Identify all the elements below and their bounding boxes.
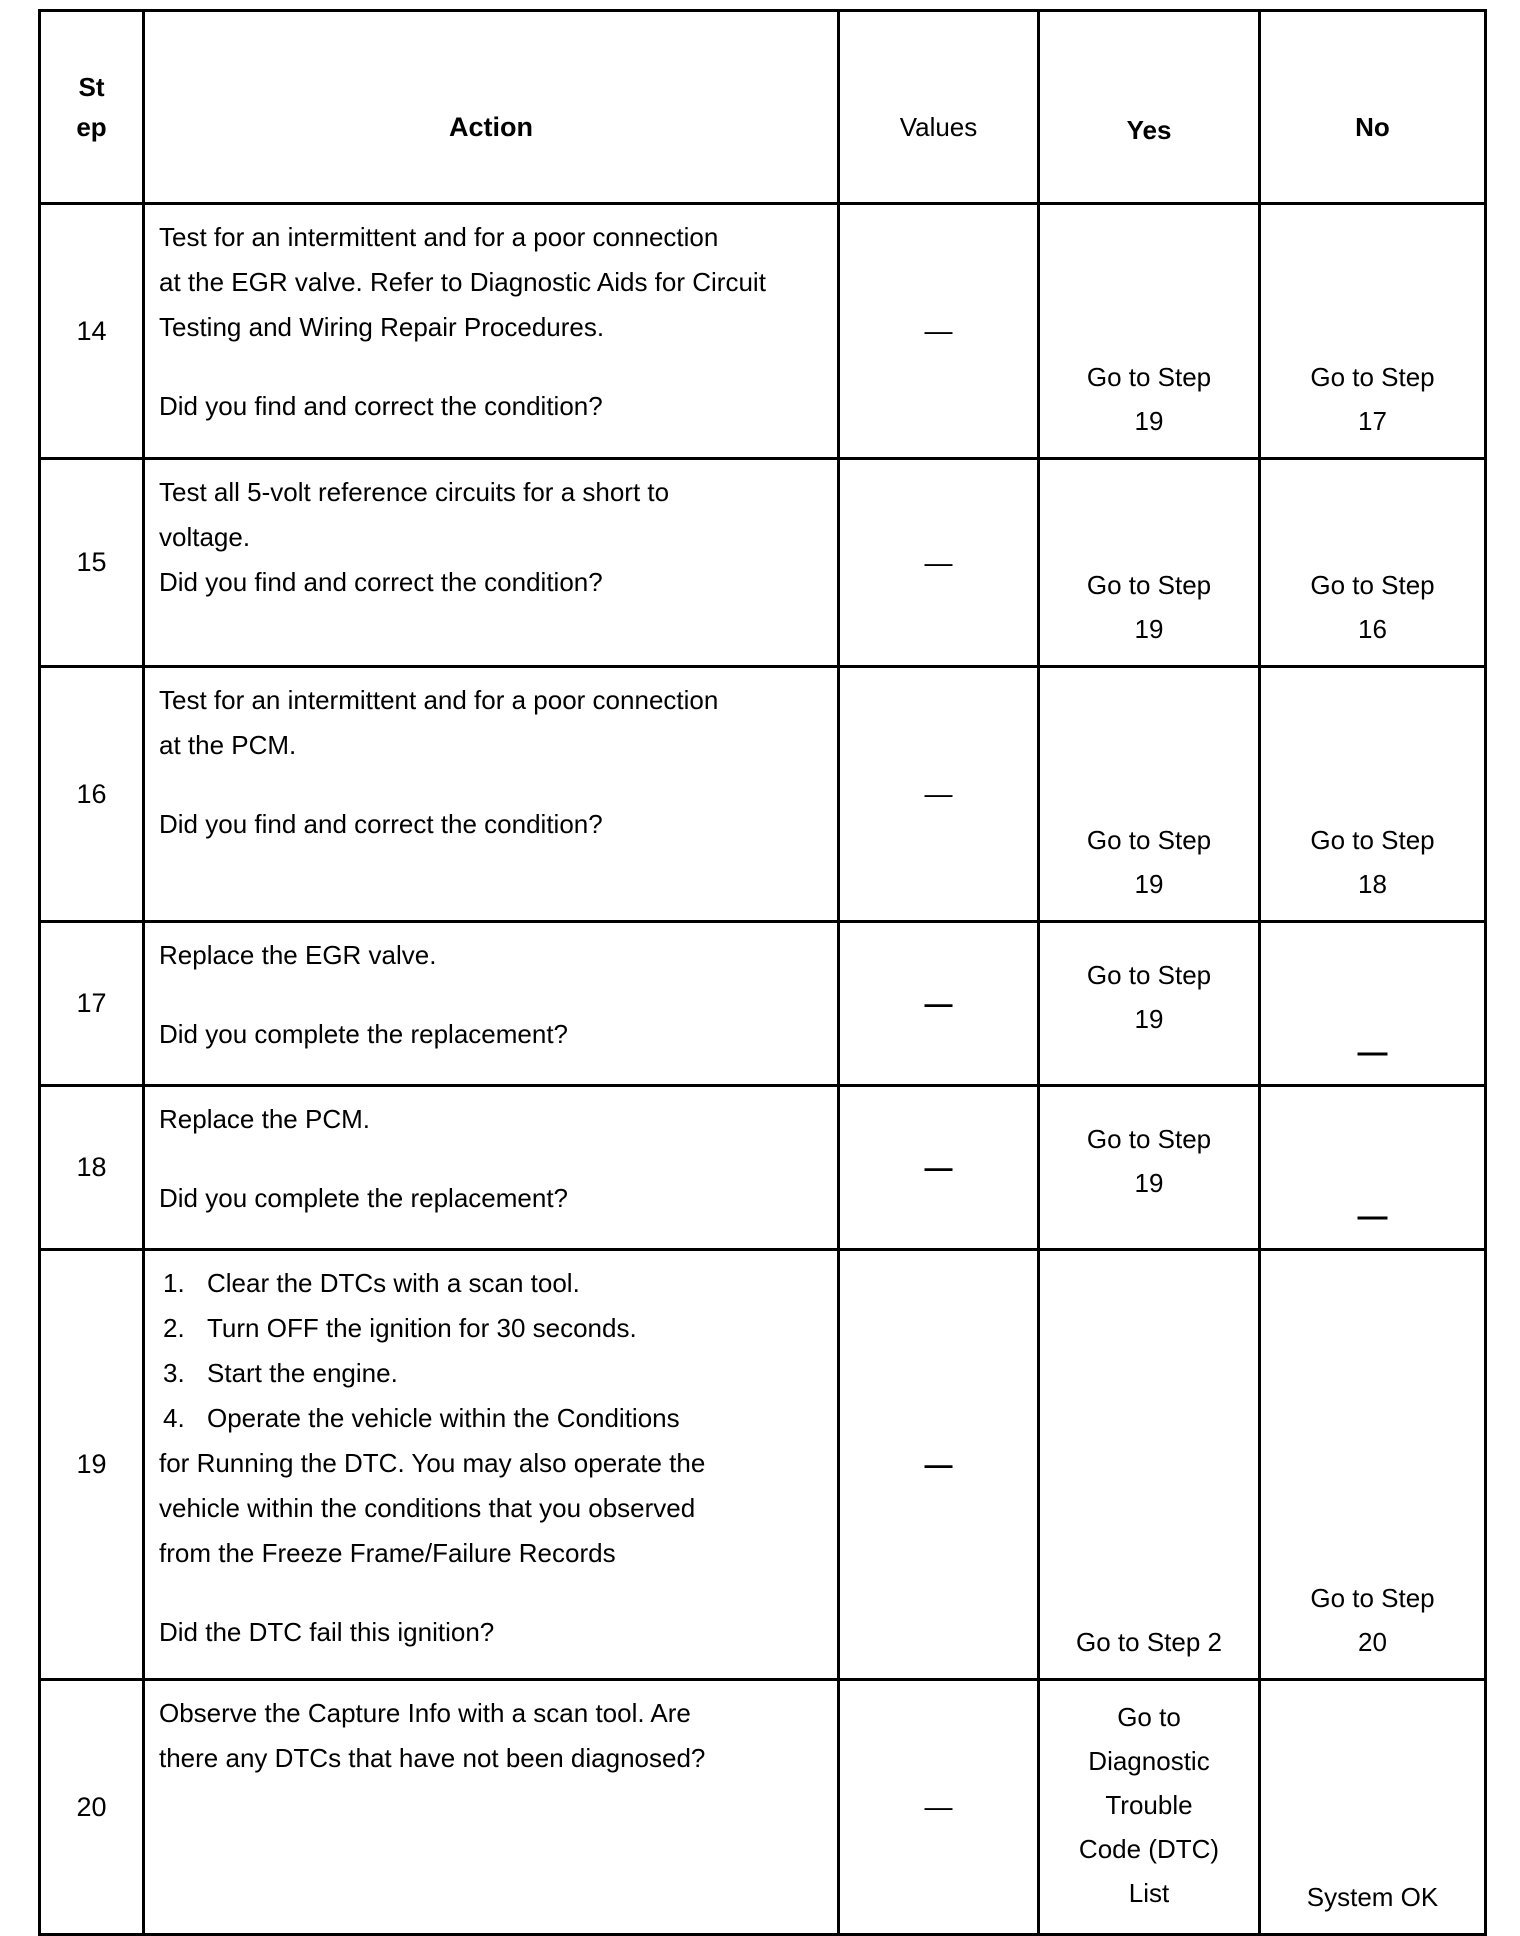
action-question: Did you find and correct the condition?: [159, 567, 603, 597]
table-row: [40, 922, 1486, 1086]
step-number: 15: [40, 459, 144, 667]
step-number: 14: [40, 204, 144, 459]
yes-cell: Go to Step 2: [1039, 1250, 1260, 1680]
action-cell: Test all 5-volt reference circuits for a short to voltage. Did you find and correct the condition?: [144, 459, 839, 667]
action-cell: Observe the Capture Info with a scan tool. Are there any DTCs that have not been diagnosed?: [144, 1680, 839, 1935]
list-item: 4. Operate the vehicle within the Conditions: [163, 1403, 680, 1433]
step-number: 20: [40, 1680, 144, 1935]
step-number: 16: [40, 667, 144, 922]
values-cell: —: [839, 204, 1039, 459]
values-cell: —: [839, 1086, 1039, 1250]
table-row: [40, 459, 1486, 667]
no-cell: Go to Step 16: [1260, 459, 1486, 667]
values-cell: —: [839, 1680, 1039, 1935]
table-row: [40, 1086, 1486, 1250]
header-row: [40, 11, 1486, 204]
action-cell: 1. Clear the DTCs with a scan tool. 2. Turn OFF the ignition for 30 seconds. 3. Start the engine. 4. Operate the vehicle within the Conditions for Running the DTC. You may also operate the vehicle within the conditions that you observed from the Freeze Frame/Failure Records Did the DTC fail this ignition?: [144, 1250, 839, 1680]
header-values: Values: [839, 11, 1039, 204]
diagnostic-steps-table: [38, 9, 1487, 1936]
header-step: St ep: [40, 11, 144, 204]
action-cell: Test for an intermittent and for a poor connection at the EGR valve. Refer to Diagnostic Aids for Circuit Testing and Wiring Repair Procedures. Did you find and correct the condition?: [144, 204, 839, 459]
table-row: [40, 204, 1486, 459]
no-cell: System OK: [1260, 1680, 1486, 1935]
header-yes: Yes: [1039, 11, 1260, 204]
no-cell: Go to Step 17: [1260, 204, 1486, 459]
no-cell: Go to Step 18: [1260, 667, 1486, 922]
yes-cell: Go to Step 19: [1039, 922, 1260, 1086]
action-cell: Replace the EGR valve. Did you complete the replacement?: [144, 922, 839, 1086]
no-cell: —: [1260, 922, 1486, 1086]
no-cell: —: [1260, 1086, 1486, 1250]
action-question: Did the DTC fail this ignition?: [159, 1617, 495, 1647]
list-item: 2. Turn OFF the ignition for 30 seconds.: [163, 1313, 637, 1343]
values-cell: —: [839, 1250, 1039, 1680]
no-cell: Go to Step 20: [1260, 1250, 1486, 1680]
table-row: [40, 1680, 1486, 1935]
header-action: Action: [144, 11, 839, 204]
table-row: [40, 1250, 1486, 1680]
action-list: [159, 1261, 823, 1441]
step-number: 18: [40, 1086, 144, 1250]
action-question: Did you find and correct the condition?: [159, 391, 603, 421]
yes-cell: Go to Step 19: [1039, 459, 1260, 667]
values-cell: —: [839, 922, 1039, 1086]
step-number: 19: [40, 1250, 144, 1680]
step-number: 17: [40, 922, 144, 1086]
yes-cell: Go to Diagnostic Trouble Code (DTC) List: [1039, 1680, 1260, 1935]
action-question: Did you complete the replacement?: [159, 1019, 569, 1049]
values-cell: —: [839, 667, 1039, 922]
header-no: No: [1260, 11, 1486, 204]
action-question: Did you complete the replacement?: [159, 1183, 569, 1213]
action-cell: Replace the PCM. Did you complete the replacement?: [144, 1086, 839, 1250]
list-item: 1. Clear the DTCs with a scan tool.: [163, 1268, 580, 1298]
action-question: Did you find and correct the condition?: [159, 809, 603, 839]
yes-cell: Go to Step 19: [1039, 1086, 1260, 1250]
list-item: 3. Start the engine.: [163, 1358, 398, 1388]
yes-cell: Go to Step 19: [1039, 667, 1260, 922]
values-cell: —: [839, 459, 1039, 667]
action-cell: Test for an intermittent and for a poor connection at the PCM. Did you find and correct the condition?: [144, 667, 839, 922]
yes-cell: Go to Step 19: [1039, 204, 1260, 459]
table-row: [40, 667, 1486, 922]
